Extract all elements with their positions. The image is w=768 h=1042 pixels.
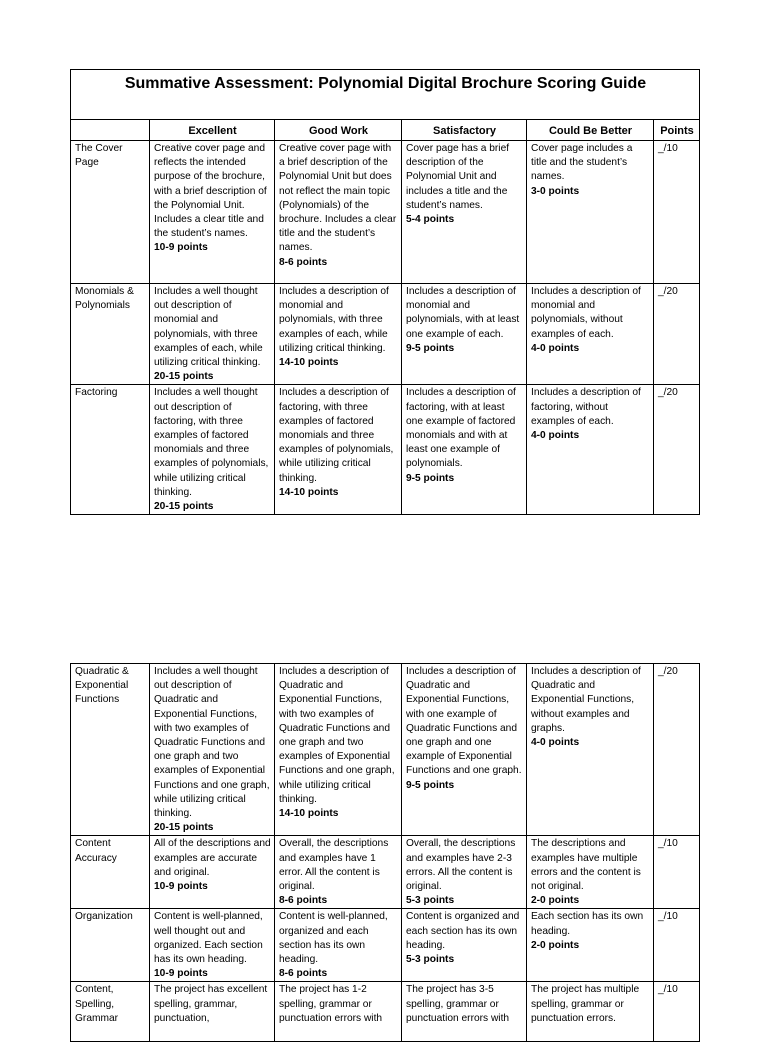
description-text: Creative cover page and reflects the intended purpose of the brochure, with a brief description of the Polynomial Unit. Includes a clear title and the student’s names. <box>154 143 267 240</box>
description-text: Includes a description of factoring, with at least one example of factored monomials and with at least one example of polynomials. <box>406 387 516 470</box>
table-row <box>71 836 700 909</box>
description-text: All of the descriptions and examples are accurate and original. <box>154 838 271 878</box>
table-row <box>71 385 700 515</box>
points-range: 4-0 points <box>531 737 580 749</box>
table-row <box>71 982 700 1042</box>
points-range: 3-0 points <box>531 185 580 197</box>
header-satisfactory: Satisfactory <box>402 120 527 141</box>
description-text: Content is organized and each section has its own heading. <box>406 911 520 951</box>
rubric-cell-good-work <box>275 284 402 385</box>
description-text: Cover page includes a title and the student’s names. <box>531 143 633 183</box>
rubric-cell-could-be-better <box>527 909 654 982</box>
description-text: The project has 1-2 spelling, grammar or punctuation errors with <box>279 984 383 1024</box>
description-text: Includes a description of monomial and polynomials, with three examples of each, while utilizing critical thinking. <box>279 286 389 354</box>
rubric-cell-excellent <box>150 836 275 909</box>
points-range: 9-5 points <box>406 779 455 791</box>
rubric-cell-satisfactory <box>402 385 527 515</box>
rubric-cell-good-work <box>275 141 402 284</box>
points-range: 10-9 points <box>154 242 208 254</box>
header-good-work: Good Work <box>275 120 402 141</box>
rubric-cell-excellent <box>150 284 275 385</box>
rubric-cell-could-be-better <box>527 836 654 909</box>
points-range: 20-15 points <box>154 371 214 383</box>
points-range: 8-6 points <box>279 256 328 268</box>
criterion-cell: Factoring <box>71 385 150 515</box>
table-row <box>71 284 700 385</box>
rubric-cell-satisfactory <box>402 836 527 909</box>
points-range: 2-0 points <box>531 939 580 951</box>
rubric-cell-excellent <box>150 664 275 836</box>
description-text: Includes a description of Quadratic and Exponential Functions, without examples and graphs. <box>531 666 641 734</box>
rubric-cell-satisfactory <box>402 909 527 982</box>
description-text: Each section has its own heading. <box>531 911 644 937</box>
rubric-cell-could-be-better <box>527 284 654 385</box>
description-text: Includes a well thought out description of monomial and polynomials, with three examples of each, while utilizing critical thinking. <box>154 286 263 369</box>
rubric-cell-excellent <box>150 141 275 284</box>
rubric-cell-good-work <box>275 385 402 515</box>
points-range: 14-10 points <box>279 808 339 820</box>
points-range: 4-0 points <box>531 430 580 442</box>
description-text: Includes a description of Quadratic and Exponential Functions, with one example of Quadratic Functions and one graph and one example of Exponential Functions and one graph. <box>406 666 522 777</box>
criterion-cell: Monomials & Polynomials <box>71 284 150 385</box>
rubric-cell-excellent <box>150 909 275 982</box>
points-range: 20-15 points <box>154 501 214 513</box>
description-text: Cover page has a brief description of the Polynomial Unit and includes a title and the student’s names. <box>406 143 510 211</box>
score-cell: _/10 <box>654 982 700 1042</box>
description-text: The project has multiple spelling, grammar or punctuation errors. <box>531 984 640 1024</box>
header-blank <box>71 120 150 141</box>
points-range: 14-10 points <box>279 357 339 369</box>
description-text: Includes a well thought out description of factoring, with three examples of factored monomials and three examples of polynomials, while utilizing critical thinking. <box>154 387 269 498</box>
header-row <box>71 120 700 141</box>
points-range: 8-6 points <box>279 895 328 907</box>
points-range: 4-0 points <box>531 342 580 354</box>
header-excellent: Excellent <box>150 120 275 141</box>
rubric-cell-satisfactory <box>402 982 527 1042</box>
points-range: 5-3 points <box>406 895 455 907</box>
header-points: Points <box>654 120 700 141</box>
score-cell: _/20 <box>654 284 700 385</box>
rubric-cell-good-work <box>275 836 402 909</box>
description-text: Creative cover page with a brief description of the Polynomial Unit but does not reflect the main topic (Polynomials) of the brochure. Includes a clear title and the student’s names. <box>279 143 397 254</box>
table-row <box>71 909 700 982</box>
description-text: Includes a description of factoring, without examples of each. <box>531 387 641 427</box>
document-title: Summative Assessment: Polynomial Digital Brochure Scoring Guide <box>71 70 700 120</box>
rubric-cell-could-be-better <box>527 141 654 284</box>
table-row <box>71 141 700 284</box>
points-range: 2-0 points <box>531 895 580 907</box>
description-text: Includes a description of factoring, with three examples of factored monomials and three examples of polynomials, while utilizing critical thinking. <box>279 387 394 484</box>
header-could-be-better: Could Be Better <box>527 120 654 141</box>
points-range: 9-5 points <box>406 472 455 484</box>
rubric-cell-good-work <box>275 982 402 1042</box>
criterion-cell: Content, Spelling, Grammar <box>71 982 150 1042</box>
rubric-cell-could-be-better <box>527 385 654 515</box>
title-row <box>71 70 700 120</box>
rubric-cell-good-work <box>275 909 402 982</box>
description-text: Includes a description of monomial and polynomials, without examples of each. <box>531 286 641 340</box>
criterion-cell: The Cover Page <box>71 141 150 284</box>
rubric-cell-could-be-better <box>527 664 654 836</box>
rubric-cell-satisfactory <box>402 664 527 836</box>
description-text: Content is well-planned, organized and each section has its own heading. <box>279 911 388 966</box>
points-range: 5-3 points <box>406 954 455 966</box>
points-range: 10-9 points <box>154 881 208 893</box>
criterion-cell: Organization <box>71 909 150 982</box>
description-text: Overall, the descriptions and examples have 1 error. All the content is original. <box>279 838 389 893</box>
rubric-table-part-2 <box>70 663 700 1042</box>
description-text: Includes a description of Quadratic and Exponential Functions, with two examples of Quadratic Functions and one graph and two examples of Exponential Functions and one graph, while utilizing critical thinking. <box>279 666 395 805</box>
description-text: Includes a description of monomial and polynomials, with at least one example of each. <box>406 286 520 340</box>
description-text: Includes a well thought out description of Quadratic and Exponential Functions, with two examples of Quadratic Functions and one graph and two examples of Exponential Functions and one graph, while utilizing critical thinking. <box>154 666 270 820</box>
description-text: The descriptions and examples have multiple errors and the content is not original. <box>531 838 641 893</box>
points-range: 8-6 points <box>279 968 328 980</box>
points-range: 10-9 points <box>154 968 208 980</box>
rubric-cell-good-work <box>275 664 402 836</box>
criterion-cell: Content Accuracy <box>71 836 150 909</box>
description-text: The project has excellent spelling, grammar, punctuation, <box>154 984 268 1024</box>
rubric-table-part-1 <box>70 69 700 515</box>
rubric-cell-satisfactory <box>402 141 527 284</box>
points-range: 20-15 points <box>154 822 214 834</box>
description-text: Overall, the descriptions and examples have 2-3 errors. All the content is original. <box>406 838 516 893</box>
description-text: The project has 3-5 spelling, grammar or punctuation errors with <box>406 984 510 1024</box>
criterion-cell: Quadratic & Exponential Functions <box>71 664 150 836</box>
table-row <box>71 664 700 836</box>
description-text: Content is well-planned, well thought out and organized. Each section has its own heading. <box>154 911 263 966</box>
score-cell: _/10 <box>654 141 700 284</box>
points-range: 5-4 points <box>406 214 455 226</box>
score-cell: _/20 <box>654 385 700 515</box>
score-cell: _/10 <box>654 836 700 909</box>
score-cell: _/20 <box>654 664 700 836</box>
rubric-cell-satisfactory <box>402 284 527 385</box>
points-range: 9-5 points <box>406 342 455 354</box>
rubric-cell-could-be-better <box>527 982 654 1042</box>
score-cell: _/10 <box>654 909 700 982</box>
rubric-cell-excellent <box>150 385 275 515</box>
points-range: 14-10 points <box>279 486 339 498</box>
rubric-cell-excellent <box>150 982 275 1042</box>
